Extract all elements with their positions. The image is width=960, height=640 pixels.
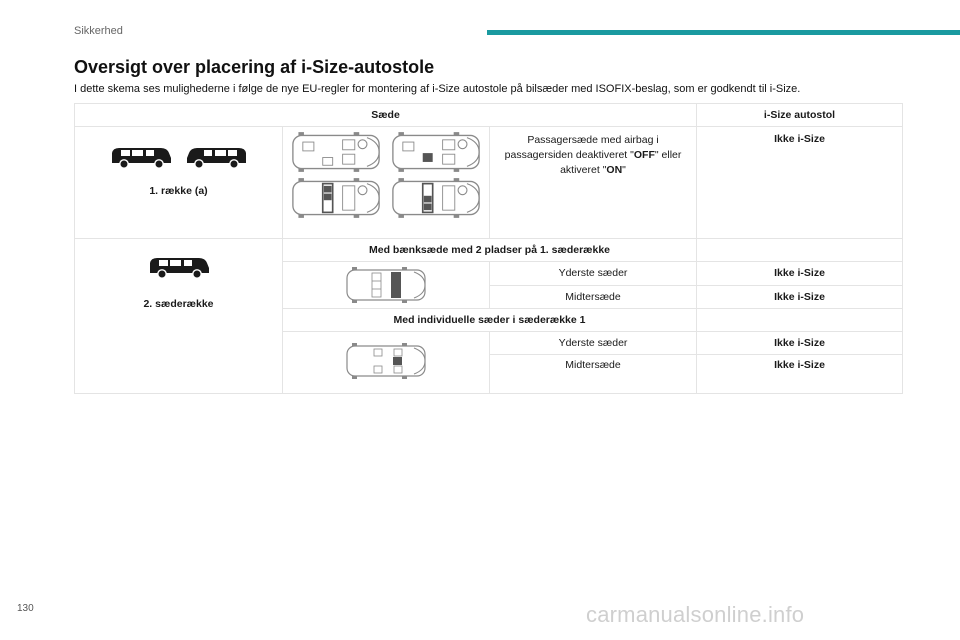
van-icon [185,145,249,171]
bench-position-0: Yderste sæder [490,262,697,286]
section-label: Sikkerhed [74,25,123,37]
van-icon [109,145,173,171]
individual-position-1: Midtersæde [490,355,697,394]
desc-prefix: Passagersæde med airbag i passagersiden deaktiveret " [504,134,659,162]
bench-diagram-cell [283,262,490,309]
individual-value-1: Ikke i-Size [697,355,903,394]
seat-plan-icon [389,131,483,173]
van-icon [147,255,211,281]
isize-table [74,103,903,394]
bench-header: Med bænksæde med 2 pladser på 1. sæderække [283,239,697,262]
bench-value-0: Ikke i-Size [697,262,903,286]
row1-value: Ikke i-Size [697,127,903,239]
row2-label: 2. sæderække [143,298,214,310]
individual-value-0: Ikke i-Size [697,332,903,355]
individual-diagram-cell [283,332,490,394]
bench-value-1: Ikke i-Size [697,285,903,309]
seat-plan-icon [389,177,483,219]
page-number: 130 [17,603,34,614]
header-isize: i-Size autostol [697,104,903,127]
seat-plan-icon [289,131,383,173]
seat-plan-icon [344,342,428,380]
seat-plan-icon [289,177,383,219]
row1-label-cell [75,127,283,239]
desc-on: ON [606,164,623,177]
intro-text: I dette skema ses mulighederne i følge de nye EU-regler for montering af i-Size autostole på bilsæder med ISOFIX-beslag, som er godkendt til i-Size. [74,83,801,95]
row1-description [490,127,697,239]
desc-mid: " eller aktiveret " [560,149,682,177]
watermark: carmanualsonline.info [586,602,805,627]
individual-position-0: Yderste sæder [490,332,697,355]
row2-label-cell [75,239,283,394]
page-title: Oversigt over placering af i-Size-autostole [74,57,435,77]
row1-diagrams [283,127,490,239]
desc-suffix: " [622,164,626,177]
bench-position-1: Midtersæde [490,285,697,309]
seat-plan-icon [344,266,428,304]
header-seat: Sæde [75,104,697,127]
desc-off: OFF [633,149,655,162]
row1-label: 1. række (a) [149,185,208,197]
individual-header: Med individuelle sæder i sæderække 1 [283,309,697,332]
accent-bar [487,30,960,35]
